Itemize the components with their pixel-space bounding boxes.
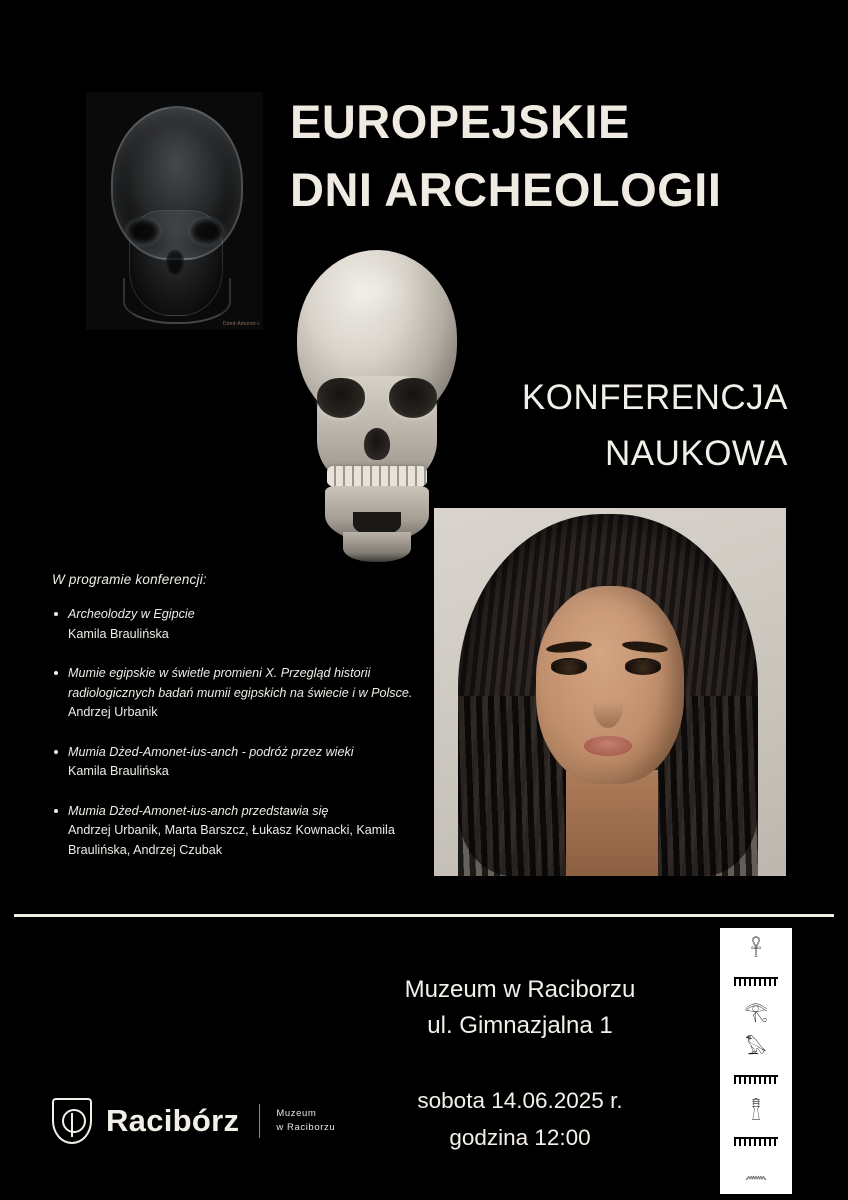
hieroglyph-icon-2: 𓂀: [744, 1000, 768, 1023]
venue-name: Muzeum w Raciborzu: [404, 976, 636, 1003]
hieroglyph-icon-5: 𓈖: [744, 1160, 768, 1183]
datetime-block: [330, 1082, 710, 1156]
portrait-eye-right: [625, 660, 661, 675]
program-item-title: Archeolodzy w Egipcie: [68, 607, 195, 621]
xray-nasal-cavity: [166, 250, 184, 276]
program-list: [52, 605, 442, 860]
xray-skull-image: [86, 92, 263, 330]
list-item: [52, 664, 442, 723]
museum-logo-text: [276, 1107, 335, 1136]
portrait-neck: [566, 770, 658, 876]
page-title: [290, 88, 820, 224]
city-name: Racibórz: [106, 1103, 240, 1138]
portrait-nose: [593, 684, 623, 728]
event-time: godzina 12:00: [449, 1125, 591, 1151]
program-section: [52, 572, 442, 880]
hieroglyph-icon-3: 𓅃: [745, 1036, 767, 1059]
list-item: [52, 743, 442, 782]
venue-address: ul. Gimnazjalna 1: [427, 1012, 613, 1039]
headline-line-2: DNI ARCHEOLOGII: [290, 163, 722, 217]
event-date: sobota 14.06.2025 r.: [417, 1088, 623, 1113]
hieroglyph-divider-2: [734, 1075, 778, 1084]
museum-line-1: Muzeum: [276, 1107, 317, 1119]
horizontal-divider: [14, 914, 834, 917]
museum-line-2: w Raciborzu: [276, 1122, 336, 1133]
hieroglyph-divider-1: [734, 977, 778, 986]
xray-mandible: [123, 278, 231, 324]
xray-orbit-left: [126, 218, 160, 245]
subtitle-line-2: NAUKOWA: [604, 434, 788, 473]
ct-orbit-left: [317, 378, 365, 418]
xray-caption: Dżed-Amonet-i: [223, 321, 259, 327]
program-item-authors: Kamila Braulińska: [68, 626, 169, 641]
ct-cranial-base: [343, 532, 411, 562]
city-crest-icon: [52, 1098, 92, 1144]
mummy-facial-reconstruction-image: [434, 508, 786, 876]
list-item: [52, 802, 442, 861]
venue-block: [330, 972, 710, 1044]
logo-divider: [259, 1104, 260, 1138]
subtitle-line-1: KONFERENCJA: [521, 378, 788, 417]
program-item-authors: Andrzej Urbanik: [68, 705, 158, 720]
headline-line-1: EUROPEJSKIE: [290, 95, 630, 148]
portrait-lips: [584, 736, 632, 756]
program-item-title: Mumie egipskie w świetle promieni X. Przegląd historii radiologicznych badań mumii egipskich na świecie i w Polsce.: [68, 666, 413, 700]
hieroglyph-divider-3: [734, 1137, 778, 1146]
program-item-authors: Kamila Braulińska: [68, 764, 169, 779]
program-item-title: Mumia Dżed-Amonet-ius-anch przedstawia się: [68, 803, 329, 818]
program-item-title: Mumia Dżed-Amonet-ius-anch - podróż przez wieki: [68, 744, 354, 759]
program-heading: W programie konferencji:: [52, 572, 207, 587]
portrait-eye-left: [551, 660, 587, 675]
hieroglyph-icon-4: 𓊽: [751, 1098, 761, 1121]
hieroglyph-icon-1: 𓋹: [750, 938, 762, 961]
program-item-authors: Andrzej Urbanik, Marta Barszcz, Łukasz Kownacki, Kamila Braulińska, Andrzej Czubak: [68, 823, 395, 857]
list-item: [52, 605, 442, 644]
logo-block: [52, 1098, 335, 1144]
xray-orbit-right: [190, 218, 224, 245]
subtitle: [368, 370, 788, 482]
hieroglyph-column: [720, 928, 792, 1194]
